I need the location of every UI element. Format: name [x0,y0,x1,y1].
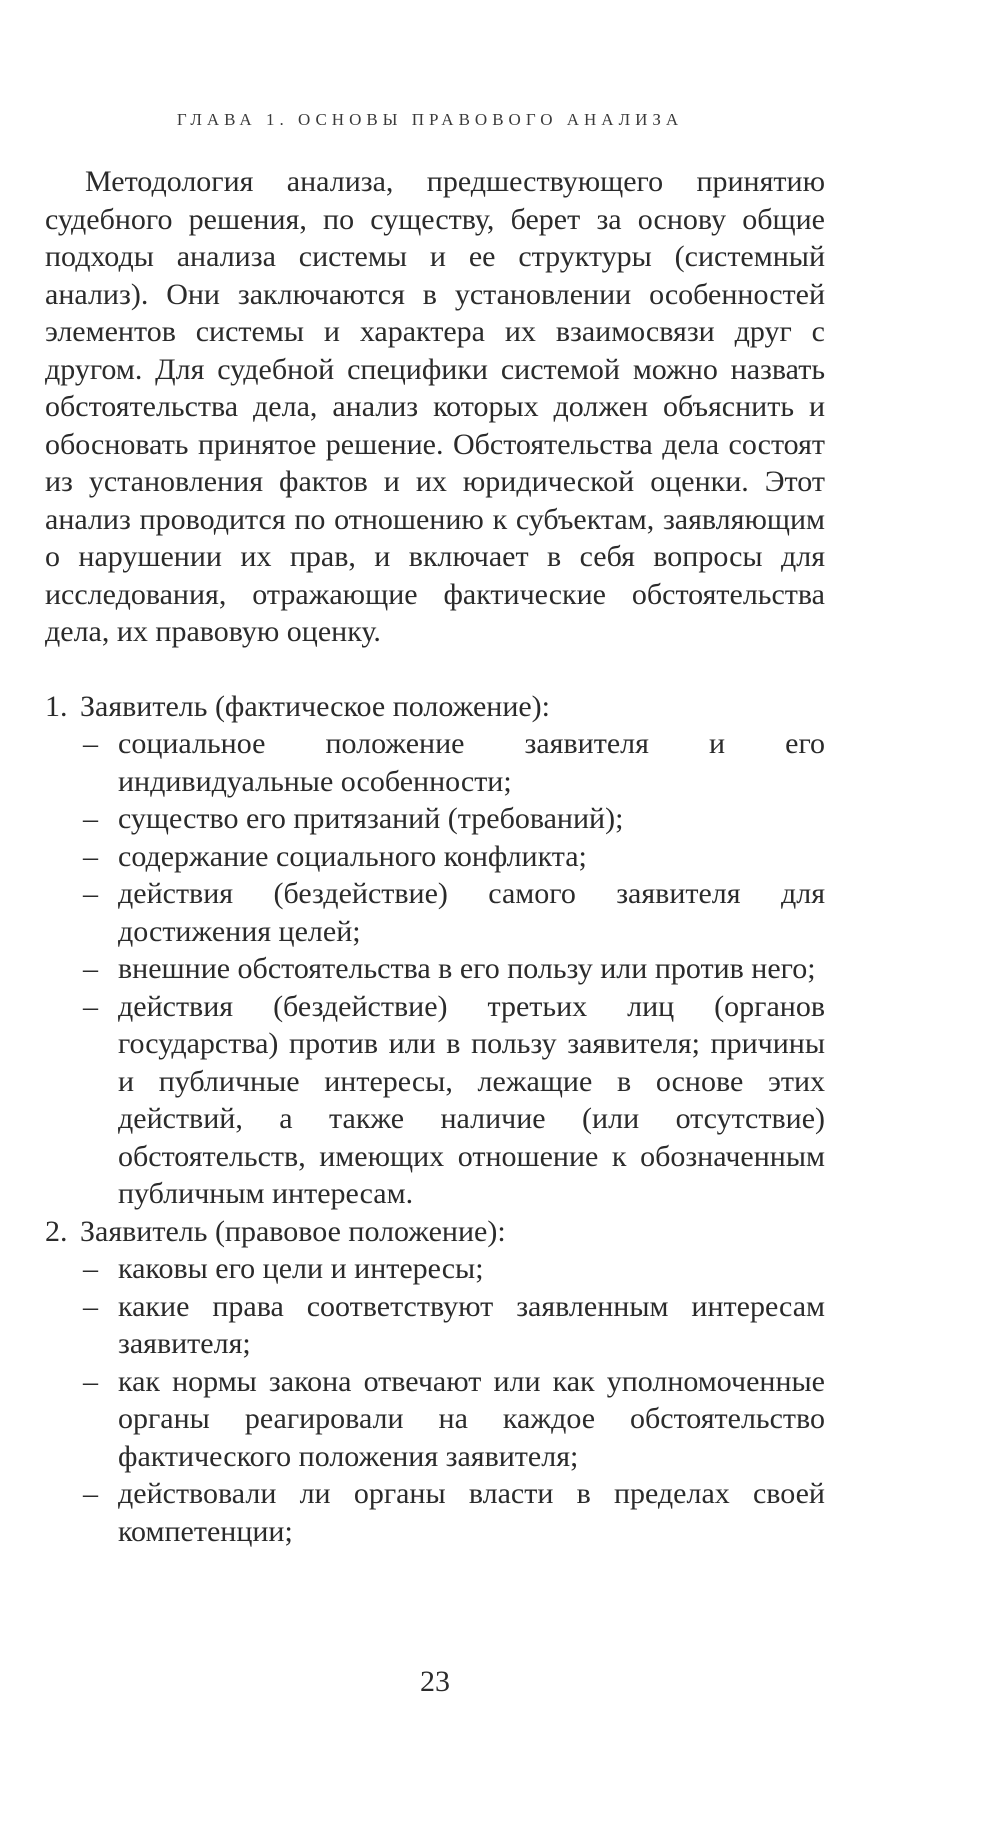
sub-list-item-text: существо его притязаний (требований); [118,802,624,835]
sub-list-item-text: содержание социального конфликта; [118,839,587,873]
dash-marker: – [83,1477,98,1510]
sub-list-item-text: как нормы закона отвечают или как уполномоченные органы реагировали на каждое обстоятельство фактического положения заявителя; [118,1364,825,1473]
sub-list-item [83,800,825,838]
sub-list [45,1250,825,1550]
list-item [45,1213,825,1551]
sub-list-item [83,725,825,800]
sub-list-item-text: действия (бездействие) третьих лиц (органов государства) против или в пользу заявителя; причины и публичные интересы, лежащие в основе этих действий, а также наличие (или отсутствие) обстоятельств, имеющих отношение к обозначенным публичным интересам. [118,989,825,1210]
sub-list-item-text: какие права соответствуют заявленным интересам заявителя; [118,1289,825,1360]
list-item-heading [45,1213,825,1251]
page-number: 23 [420,1665,450,1698]
sub-list-item [83,1250,825,1288]
dash-marker: – [83,802,98,835]
list-item-number: 1. [45,689,68,723]
list-item-title: Заявитель (правовое положение): [80,1214,506,1248]
dash-marker: – [83,877,98,910]
sub-list-item-text: действовали ли органы власти в пределах своей компетенции; [118,1477,825,1548]
page-body [45,163,825,1550]
sub-list-item [83,1475,825,1550]
sub-list-item-text: внешние обстоятельства в его пользу или против него; [118,952,816,985]
dash-marker: – [83,952,98,985]
sub-list-item [83,950,825,988]
sub-list-item [83,1288,825,1363]
intro-paragraph: Методология анализа, предшествующего принятию судебного решения, по существу, берет за основу общие подходы анализа системы и ее структуры (системный анализ). Они заключаются в установлении особенностей элементов системы и характера их взаимосвязи друг с другом. Для судебной специфики системой можно назвать обстоятельства дела, анализ которых должен объяснить и обосновать принятое решение. Обстоятельства дела состоят из установления фактов и их юридической оценки. Этот анализ проводится по отношению к субъектам, заявляющим о нарушении их прав, и включает в себя вопросы для исследования, отражающие фактические обстоятельства дела, их правовую оценку. [45,165,825,648]
list-item [45,688,825,1213]
dash-marker: – [83,1289,98,1323]
sub-list-item [83,838,825,876]
running-head: ГЛАВА 1. ОСНОВЫ ПРАВОВОГО АНАЛИЗА [176,110,684,129]
dash-marker: – [83,1364,98,1398]
list-item-number: 2. [45,1214,68,1248]
list-item-title: Заявитель (фактическое положение): [80,689,551,723]
sub-list-item-text: действия (бездействие) самого заявителя для достижения целей; [118,877,825,948]
sub-list-item-text: каковы его цели и интересы; [118,1252,484,1285]
sub-list [45,725,825,1213]
list-item-heading [45,688,825,726]
sub-list-item [83,1363,825,1476]
dash-marker: – [83,989,98,1023]
sub-list-item-text: социальное положение заявителя и его индивидуальные особенности; [118,727,825,798]
dash-marker: – [83,727,98,760]
sub-list-item [83,988,825,1213]
dash-marker: – [83,1252,98,1285]
dash-marker: – [83,839,98,873]
sub-list-item [83,875,825,950]
questions-list [45,688,825,1551]
